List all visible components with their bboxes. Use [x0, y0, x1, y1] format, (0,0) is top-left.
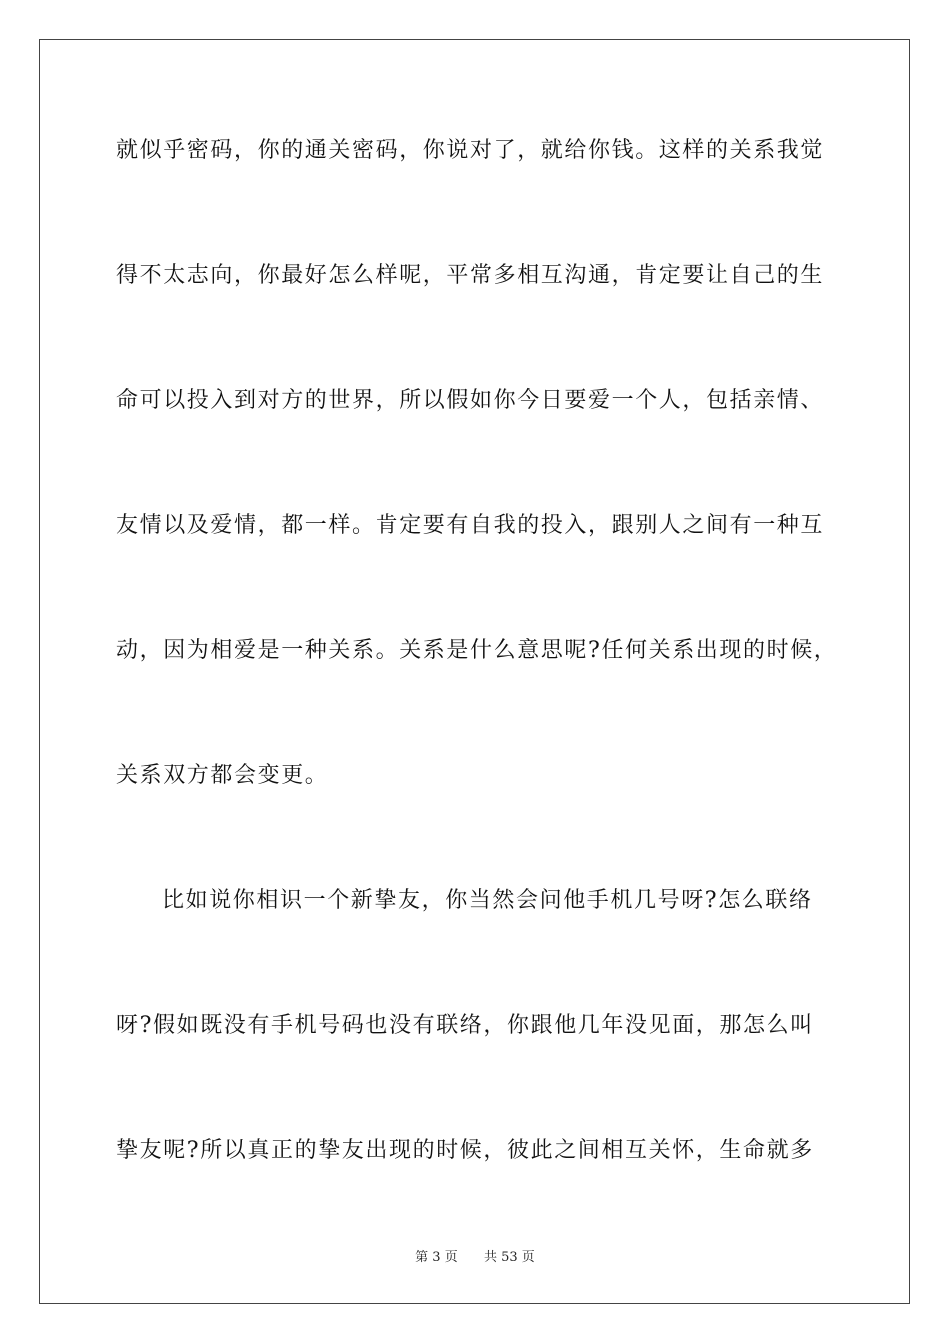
page-frame	[39, 39, 910, 1304]
paragraph-first-line: 比如说你相识一个新挚友，你当然会问他手机几号呀?怎么联络	[162, 888, 813, 913]
page-total: 共 53 页	[484, 1250, 535, 1265]
text-line: 得不太志向，你最好怎么样呢，平常多相互沟通，肯定要让自己的生	[116, 263, 825, 288]
text-line: 关系双方都会变更。	[116, 763, 329, 788]
text-line: 命可以投入到对方的世界，所以假如你今日要爱一个人，包括亲情、	[116, 388, 825, 413]
text-line: 呀?假如既没有手机号码也没有联络，你跟他几年没见面，那怎么叫	[116, 1013, 814, 1038]
page-number: 第 3 页	[415, 1250, 458, 1265]
text-line: 友情以及爱情，都一样。肯定要有自我的投入，跟别人之间有一种互	[116, 513, 825, 538]
page-footer	[0, 1249, 950, 1267]
text-line: 就似乎密码，你的通关密码，你说对了，就给你钱。这样的关系我觉	[116, 138, 825, 163]
text-line: 动，因为相爱是一种关系。关系是什么意思呢?任何关系出现的时候，	[116, 638, 838, 663]
text-line: 挚友呢?所以真正的挚友出现的时候，彼此之间相互关怀，生命就多	[116, 1138, 814, 1163]
